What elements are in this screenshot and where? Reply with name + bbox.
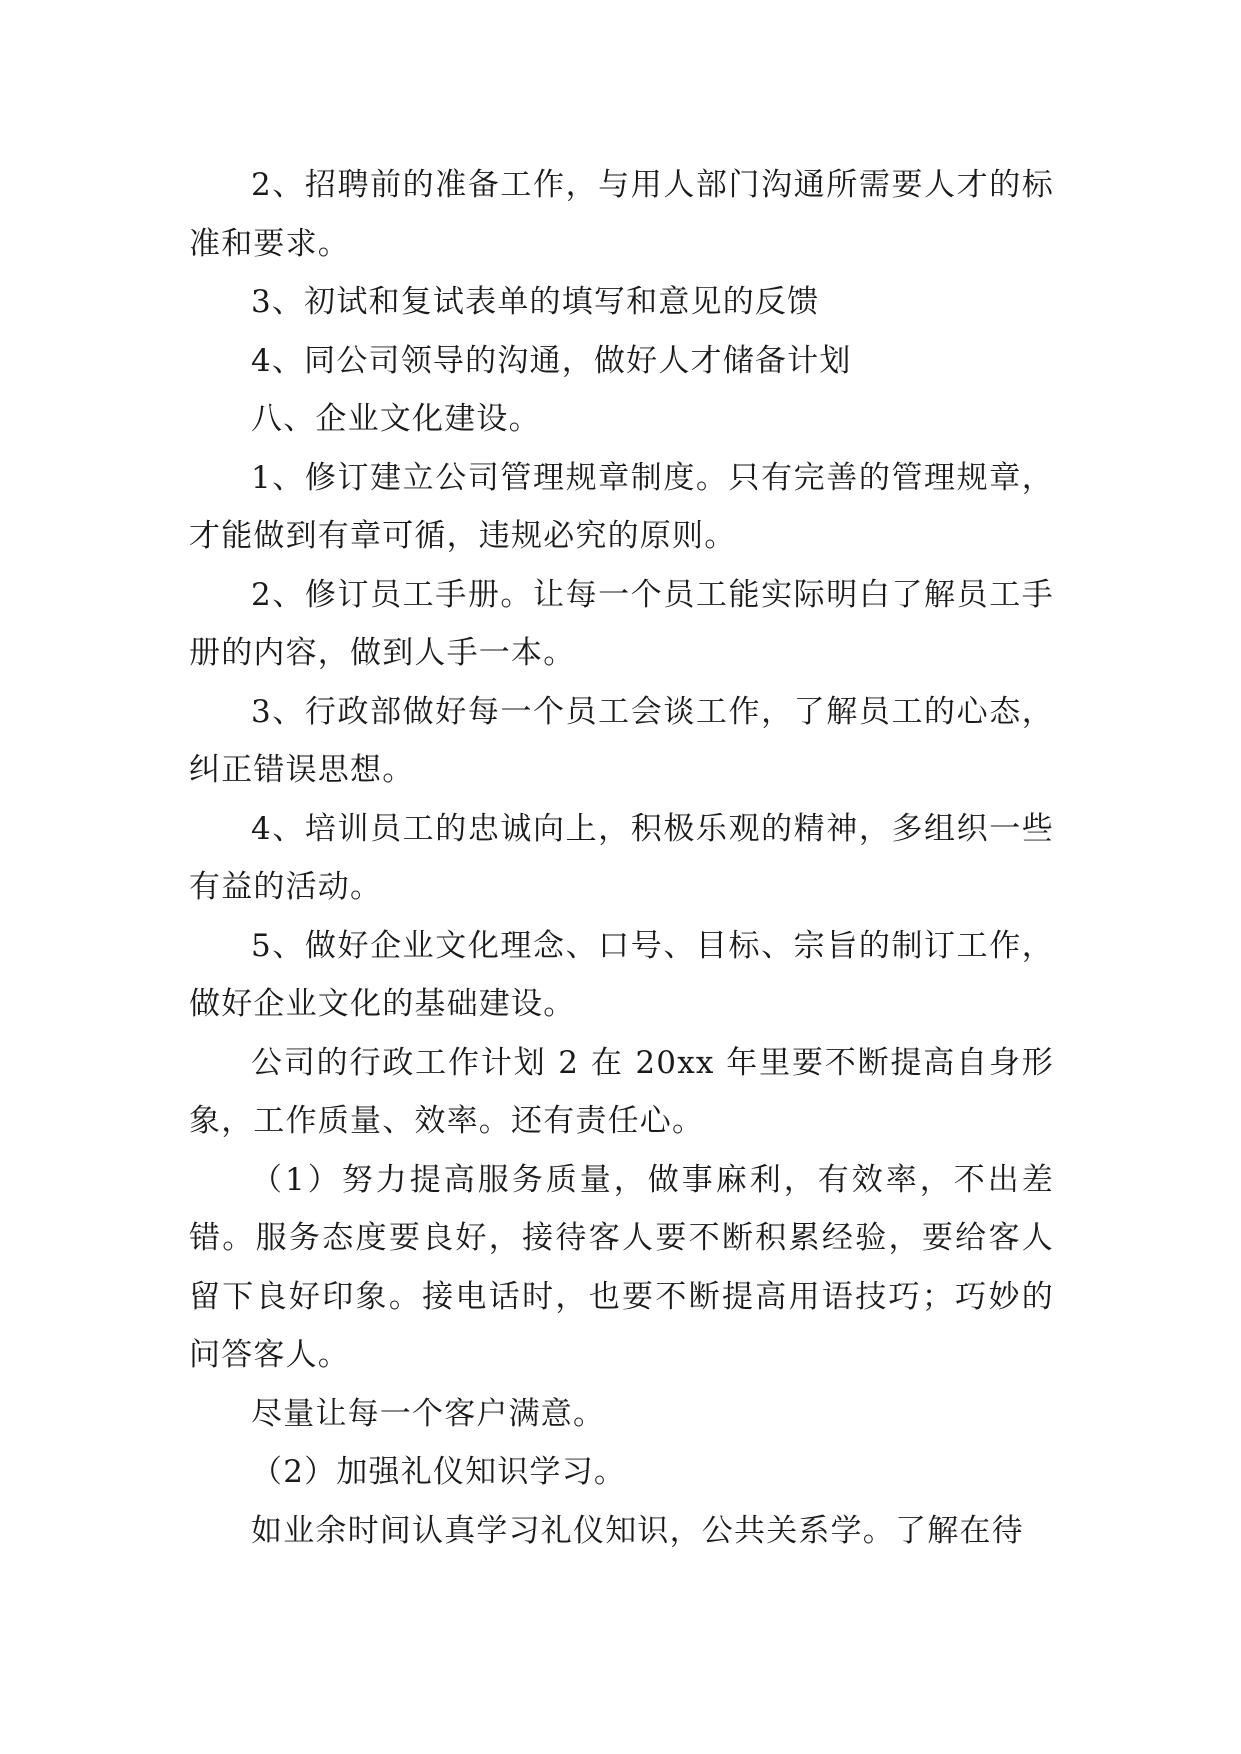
section-heading-corporate-culture: 八、企业文化建设。 <box>251 401 541 437</box>
paragraph-study: 如业余时间认真学习礼仪知识，公共关系学。了解在待 <box>251 1512 1024 1549</box>
paragraph-interview-forms: 3、初试和复试表单的填写和意见的反馈 <box>251 284 820 320</box>
paragraph-customer-satisfaction: 尽量让每一个客户满意。 <box>251 1395 606 1432</box>
paragraph-training: 4、培训员工的忠诚向上，积极乐观的精神，多组织一些有益的活动。 <box>189 810 1054 905</box>
paragraph-service-quality: （1）努力提高服务质量，做事麻利，有效率，不出差错。服务态度要良好，接待客人要不断积累经验，要给客人留下良好印象。接电话时，也要不断提高用语技巧；巧妙的问答客人。 <box>189 1161 1054 1373</box>
paragraph-recruit-prep: 2、招聘前的准备工作，与用人部门沟通所需要人才的标准和要求。 <box>189 167 1054 262</box>
paragraph-talent-reserve: 4、同公司领导的沟通，做好人才储备计划 <box>251 342 852 379</box>
paragraph-culture-concepts: 5、做好企业文化理念、口号、目标、宗旨的制订工作，做好企业文化的基础建设。 <box>189 927 1054 1022</box>
paragraph-etiquette: （2）加强礼仪知识学习。 <box>251 1454 627 1490</box>
paragraph-staff-talks: 3、行政部做好每一个员工会谈工作，了解员工的心态，纠正错误思想。 <box>189 693 1054 788</box>
paragraph-plan-2: 公司的行政工作计划 2 在 20xx 年里要不断提高自身形象，工作质量、效率。还有责任心。 <box>189 1044 1054 1139</box>
document-body <box>189 156 1054 1560</box>
paragraph-handbook: 2、修订员工手册。让每一个员工能实际明白了解员工手册的内容，做到人手一本。 <box>189 576 1054 671</box>
paragraph-rules: 1、修订建立公司管理规章制度。只有完善的管理规章，才能做到有章可循，违规必究的原则。 <box>189 459 1054 554</box>
